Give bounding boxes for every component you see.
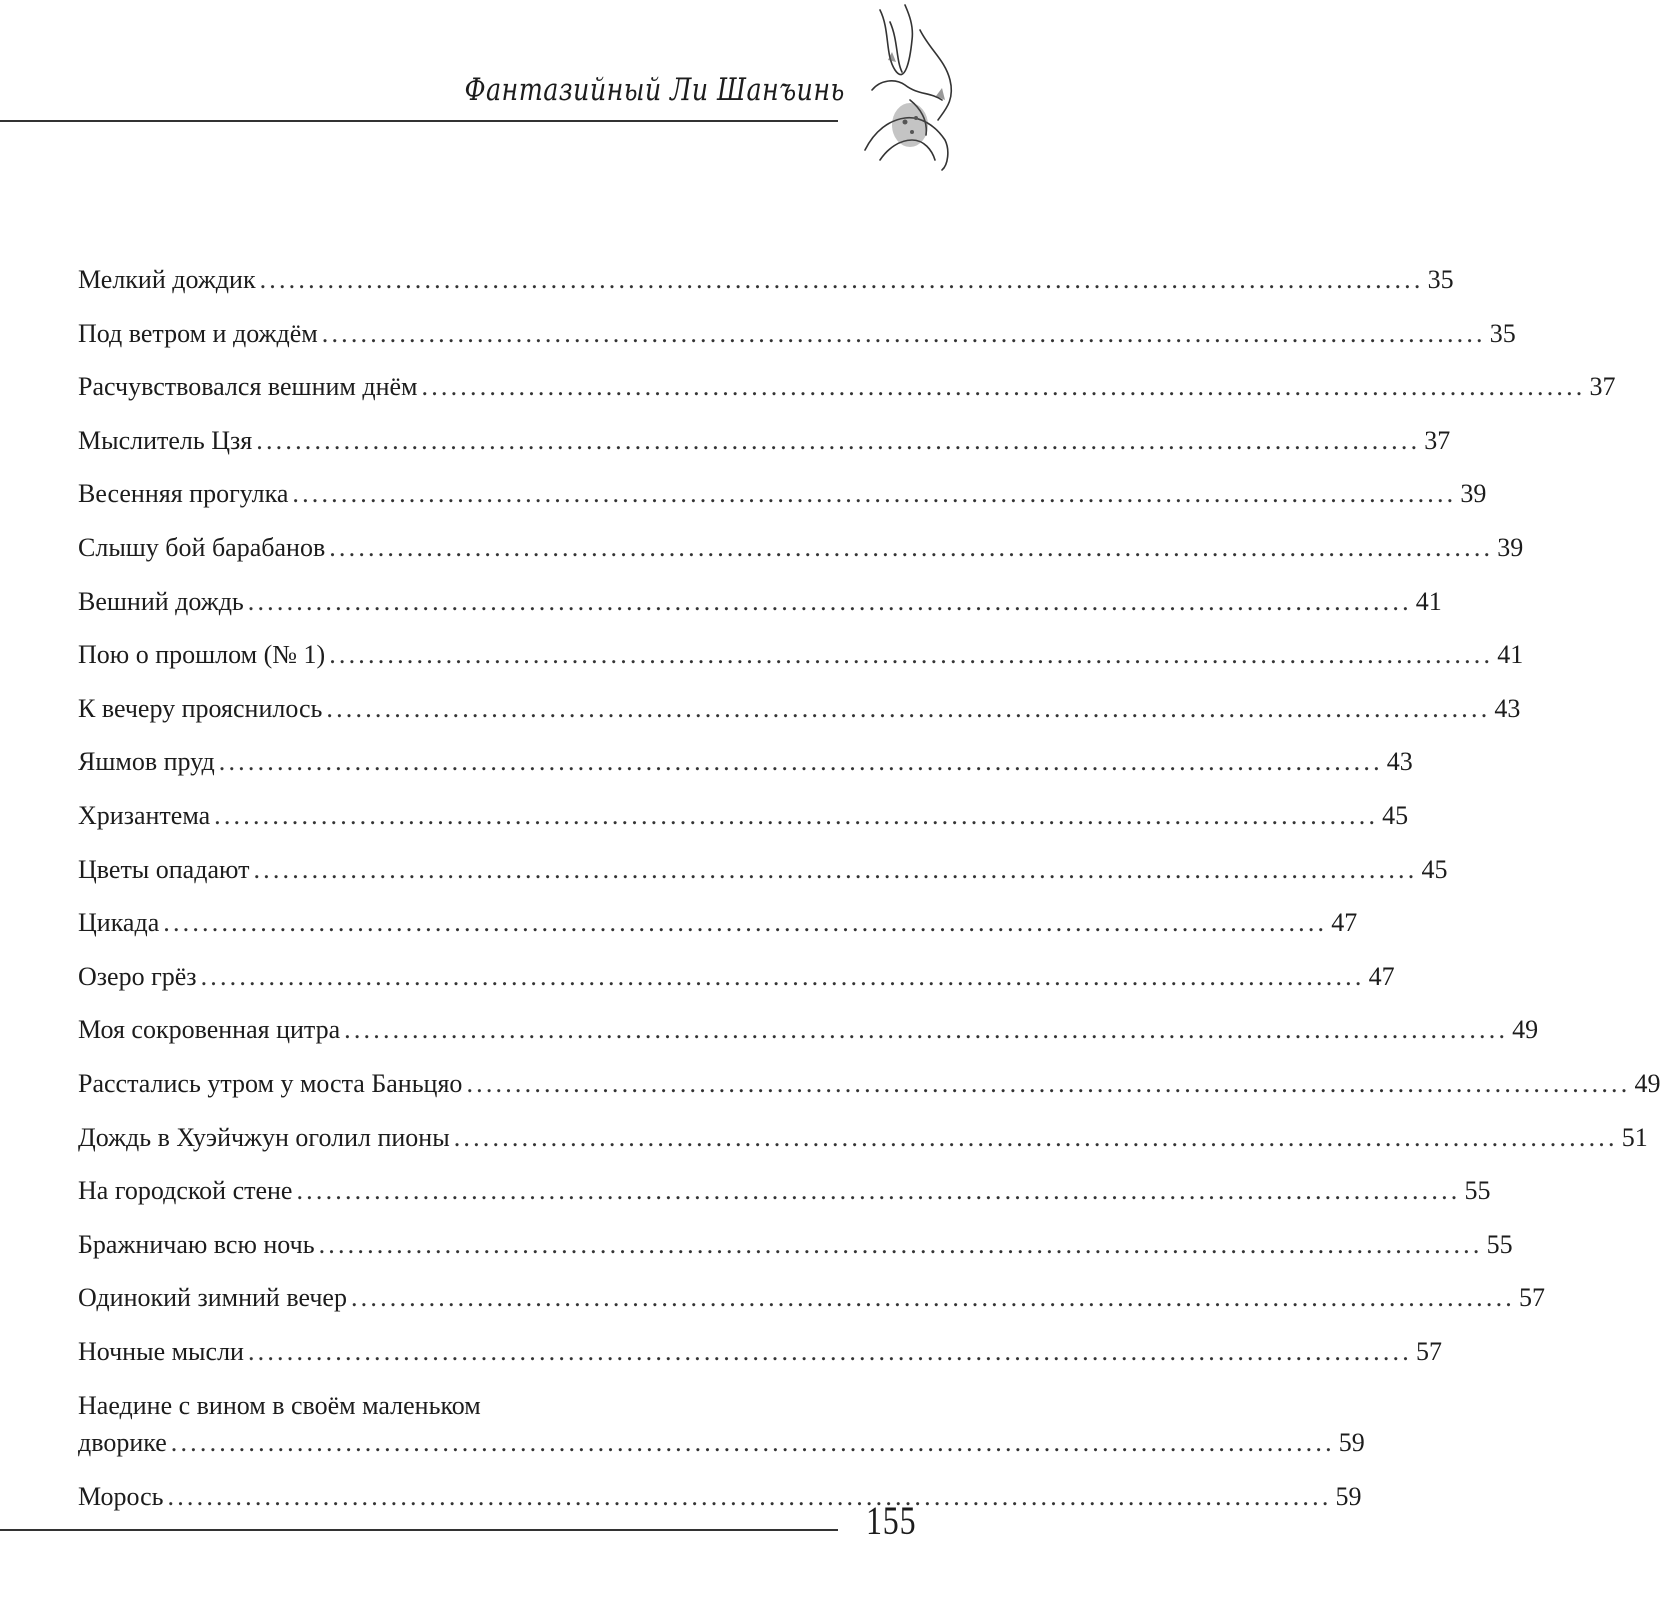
- toc-entry: [78, 1173, 1491, 1227]
- toc-entry: [78, 1280, 1545, 1334]
- toc-entry: [78, 530, 1524, 584]
- toc-entry: [78, 316, 1516, 370]
- dot-leader: ........................................................................................................................: [453, 1122, 1618, 1152]
- dot-leader: ........................................................................................................................: [329, 640, 1494, 670]
- running-title: Фантазийный Ли Шанъинь: [464, 72, 845, 108]
- toc-entry-page: 57: [1518, 1283, 1545, 1313]
- toc-entry: [78, 959, 1395, 1013]
- dot-leader: ........................................................................................................................: [259, 265, 1424, 294]
- toc-entry-page: 59: [1338, 1428, 1365, 1458]
- toc-entry-title: Дождь в Хуэйчжун оголил пионы: [78, 1122, 450, 1152]
- dot-leader: ........................................................................................................................: [318, 1229, 1483, 1259]
- toc-entry-page: 47: [1368, 961, 1395, 991]
- toc-entry-title: Вешний дождь: [78, 586, 244, 616]
- dot-leader: ........................................................................................................................: [256, 425, 1421, 455]
- toc-entry: [78, 584, 1442, 638]
- footer-rule: [0, 1529, 838, 1531]
- dot-leader: ........................................................................................................................: [214, 800, 1379, 830]
- dot-leader: ........................................................................................................................: [329, 532, 1494, 562]
- toc-entry: [78, 798, 1409, 852]
- toc-entry-title: Весенняя прогулка: [78, 479, 289, 509]
- dot-leader: ........................................................................................................................: [344, 1015, 1509, 1045]
- toc-entry: [78, 262, 1454, 316]
- toc-entry-title: Одинокий зимний вечер: [78, 1283, 347, 1313]
- dot-leader: ........................................................................................................................: [163, 908, 1328, 938]
- toc-entry: [78, 852, 1448, 906]
- toc-entry: [78, 1334, 1442, 1388]
- dragon-emblem-icon: [850, 0, 970, 178]
- toc-entry-title: К вечеру прояснилось: [78, 693, 323, 723]
- page-number: 155: [866, 1498, 917, 1543]
- dot-leader: ........................................................................................................................: [350, 1283, 1515, 1313]
- toc-entry-title: Мыслитель Цзя: [78, 425, 253, 455]
- toc-entry: [78, 744, 1413, 798]
- toc-entry-page: 45: [1421, 854, 1448, 884]
- toc-entry: [78, 1120, 1648, 1174]
- toc-entry-page: 43: [1494, 693, 1521, 723]
- dot-leader: ........................................................................................................................: [200, 961, 1365, 991]
- toc-entry-title: Мелкий дождик: [78, 265, 256, 294]
- toc-entry: [78, 476, 1487, 530]
- toc-entry-page: 39: [1497, 532, 1524, 562]
- toc-entry-page: 55: [1486, 1229, 1513, 1259]
- toc-entry-title: Под ветром и дождём: [78, 318, 318, 348]
- dot-leader: ........................................................................................................................: [170, 1428, 1335, 1458]
- toc-entry-page: 43: [1386, 747, 1413, 777]
- toc-entry-title: Пою о прошлом (№ 1): [78, 640, 326, 670]
- dot-leader: ........................................................................................................................: [296, 1176, 1461, 1206]
- dot-leader: ........................................................................................................................: [167, 1482, 1332, 1512]
- toc-entry-page: 37: [1589, 372, 1616, 402]
- toc-entry: [78, 637, 1524, 691]
- toc-entry-page: 45: [1382, 800, 1409, 830]
- toc-entry: [78, 1227, 1513, 1281]
- toc-entry: [78, 905, 1358, 959]
- toc-entry-title: Моя сокровенная цитра: [78, 1015, 341, 1045]
- toc-entry-title: Цветы опадают: [78, 854, 250, 884]
- dot-leader: ........................................................................................................................: [247, 1336, 1412, 1366]
- toc-entry-title: Морось: [78, 1482, 164, 1512]
- toc-entry-title: Цикада: [78, 908, 160, 938]
- toc-entry: [78, 1387, 1365, 1479]
- toc-entry-title: На городской стене: [78, 1176, 293, 1206]
- toc-entry-page: 49: [1512, 1015, 1539, 1045]
- toc-entry-title: дворике: [78, 1428, 167, 1458]
- toc-entry-title: Слышу бой барабанов: [78, 532, 326, 562]
- toc-entry-page: 39: [1460, 479, 1487, 509]
- header-rule: [0, 120, 838, 122]
- toc-entry-title: Яшмов пруд: [78, 747, 215, 777]
- dot-leader: ........................................................................................................................: [218, 747, 1383, 777]
- toc-entry-page: 41: [1415, 586, 1442, 616]
- toc-entry: [78, 423, 1451, 477]
- toc-entry-page: 59: [1335, 1482, 1362, 1512]
- dot-leader: ........................................................................................................................: [253, 854, 1418, 884]
- dot-leader: ........................................................................................................................: [326, 693, 1491, 723]
- toc-entry-page: 35: [1489, 318, 1516, 348]
- toc-entry-title: Бражничаю всю ночь: [78, 1229, 315, 1259]
- dot-leader: ........................................................................................................................: [321, 318, 1486, 348]
- toc-entry-title: Ночные мысли: [78, 1336, 244, 1366]
- toc-entry-page: 55: [1464, 1176, 1491, 1206]
- toc-entry-title: Расстались утром у моста Баньцяо: [78, 1068, 463, 1098]
- toc-entry: [78, 1066, 1660, 1120]
- dot-leader: ........................................................................................................................: [421, 372, 1586, 402]
- toc-entry-title: Озеро грёз: [78, 961, 197, 991]
- toc-entry-page: 57: [1415, 1336, 1442, 1366]
- toc-entry-page: 51: [1621, 1122, 1648, 1152]
- toc-entry-title: Расчувствовался вешним днём: [78, 372, 418, 402]
- toc-entry-page: 47: [1331, 908, 1358, 938]
- dot-leader: ........................................................................................................................: [247, 586, 1412, 616]
- toc-entry-page: 49: [1634, 1068, 1660, 1098]
- toc-entry-title-line1: Наедине с вином в своём маленьком: [78, 1391, 481, 1421]
- toc-entry-page: 41: [1497, 640, 1524, 670]
- toc-entry: [78, 1012, 1539, 1066]
- toc-entry-page: 35: [1427, 265, 1454, 294]
- dot-leader: ........................................................................................................................: [466, 1068, 1631, 1098]
- toc-entry: [78, 691, 1521, 745]
- dot-leader: ........................................................................................................................: [292, 479, 1457, 509]
- toc-entry-title: Хризантема: [78, 800, 211, 830]
- toc-entry-page: 37: [1424, 425, 1451, 455]
- toc-entry: [78, 369, 1616, 423]
